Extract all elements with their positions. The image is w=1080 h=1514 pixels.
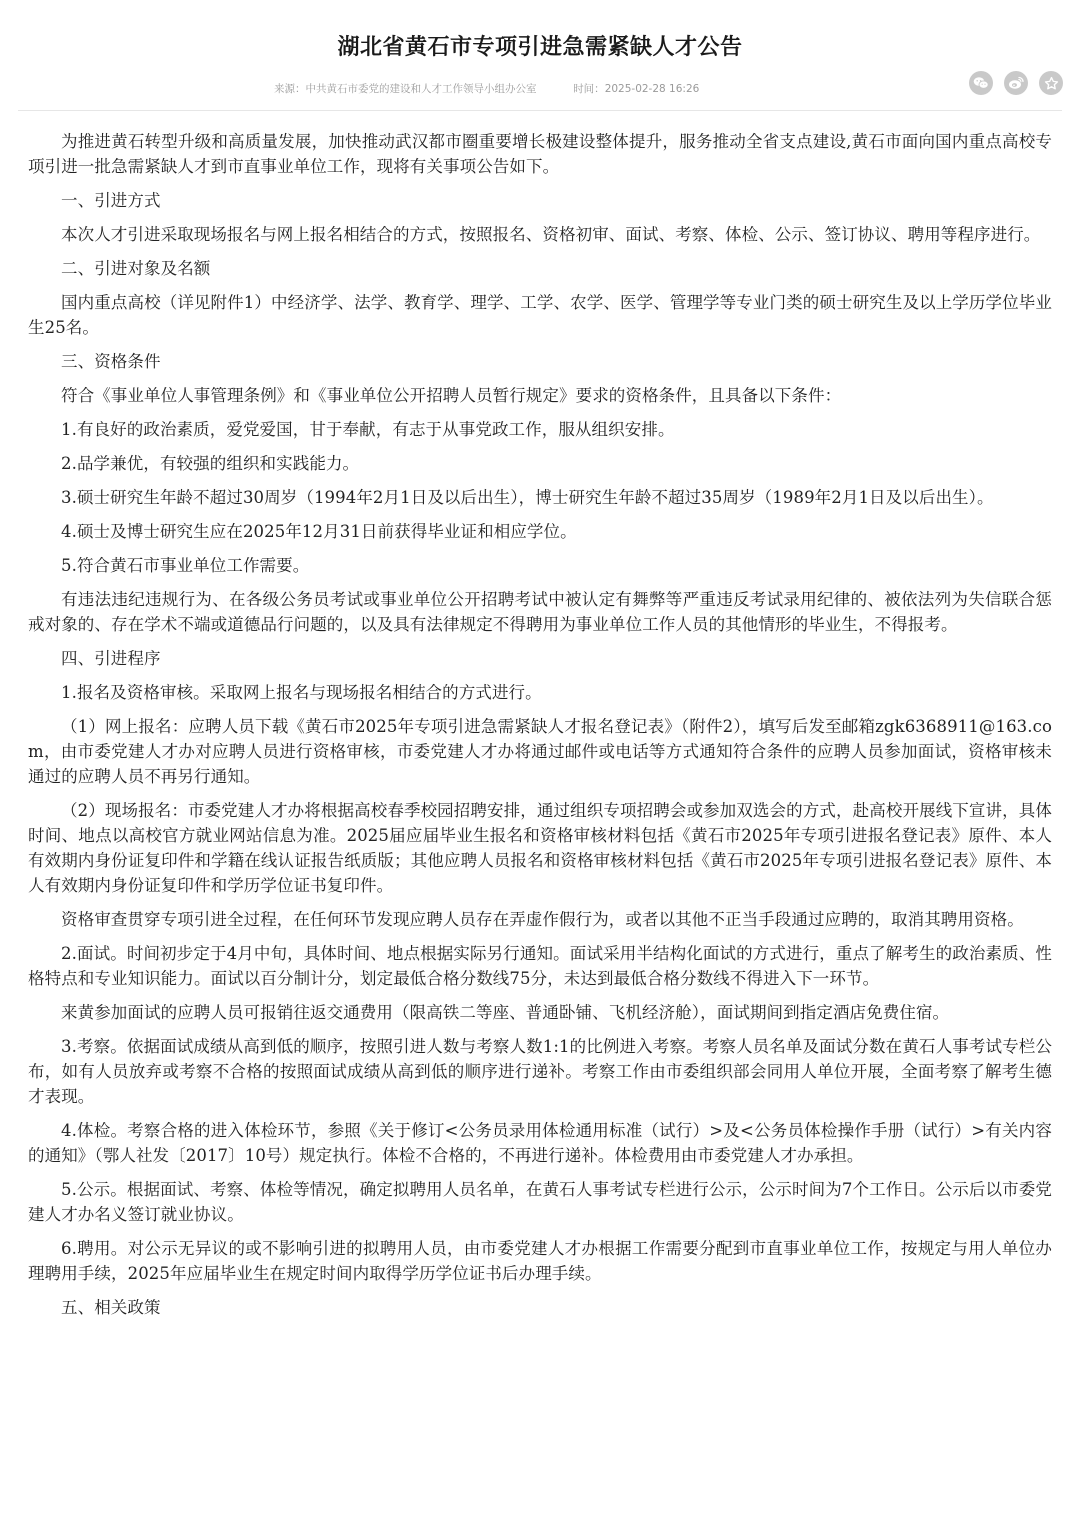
paragraph: 一、引进方式 bbox=[61, 191, 161, 210]
paragraph: （1）网上报名：应聘人员下载《黄石市2025年专项引进急需紧缺人才报名登记表》（附件2），填写后发至邮箱zgk6368911@163.com，由市委党建人才办对应聘人员进行资格审核，市委党建人才办将通过邮件或电话等方式通知符合条件的应聘人员参加面试，资格审核未通过的应聘人员不再另行通知。 bbox=[28, 717, 1052, 786]
article-meta bbox=[274, 81, 699, 96]
paragraph: 五、相关政策 bbox=[61, 1298, 161, 1317]
paragraph: 国内重点高校（详见附件1）中经济学、法学、教育学、理学、工学、农学、医学、管理学等专业门类的硕士研究生及以上学历学位毕业生25名。 bbox=[28, 293, 1052, 337]
paragraph: 资格审查贯穿专项引进全过程，在任何环节发现应聘人员存在弄虚作假行为，或者以其他不正当手段通过应聘的，取消其聘用资格。 bbox=[61, 910, 1024, 929]
paragraph: 5.公示。根据面试、考察、体检等情况，确定拟聘用人员名单，在黄石人事考试专栏进行公示，公示时间为7个工作日。公示后以市委党建人才办名义签订就业协议。 bbox=[28, 1180, 1052, 1224]
paragraph: 2.品学兼优，有较强的组织和实践能力。 bbox=[61, 454, 360, 473]
share-weibo-button[interactable] bbox=[1004, 71, 1028, 95]
paragraph: 来黄参加面试的应聘人员可报销往返交通费用（限高铁二等座、普通卧铺、飞机经济舱），面试期间到指定酒店免费住宿。 bbox=[61, 1003, 950, 1022]
favorite-button[interactable] bbox=[1039, 71, 1063, 95]
paragraph: 四、引进程序 bbox=[61, 649, 161, 668]
source-label: 来源： bbox=[274, 83, 306, 95]
paragraph: 4.体检。考察合格的进入体检环节，参照《关于修订<公务员录用体检通用标准（试行）>及<公务员体检操作手册（试行）>有关内容的通知》（鄂人社发〔2017〕10号）规定执行。体检不合格的，不再进行递补。体检费用由市委党建人才办承担。 bbox=[28, 1121, 1052, 1165]
paragraph: 三、资格条件 bbox=[61, 352, 161, 371]
header-divider bbox=[18, 110, 1062, 111]
paragraph: 2.面试。时间初步定于4月中旬，具体时间、地点根据实际另行通知。面试采用半结构化面试的方式进行，重点了解考生的政治素质、性格特点和专业知识能力。面试以百分制计分，划定最低合格分数线75分，未达到最低合格分数线不得进入下一环节。 bbox=[28, 944, 1052, 988]
paragraph: 二、引进对象及名额 bbox=[61, 259, 211, 278]
paragraph: 本次人才引进采取现场报名与网上报名相结合的方式，按照报名、资格初审、面试、考察、体检、公示、签订协议、聘用等程序进行。 bbox=[61, 225, 1041, 244]
time-label: 时间： bbox=[573, 83, 605, 95]
source-value: 中共黄石市委党的建设和人才工作领导小组办公室 bbox=[305, 83, 537, 95]
paragraph: 6.聘用。对公示无异议的或不影响引进的拟聘用人员，由市委党建人才办根据工作需要分配到市直事业单位工作，按规定与用人单位办理聘用手续，2025年应届毕业生在规定时间内取得学历学位证书后办理手续。 bbox=[28, 1239, 1052, 1283]
paragraph: 符合《事业单位人事管理条例》和《事业单位公开招聘人员暂行规定》要求的资格条件，且具备以下条件： bbox=[61, 386, 842, 405]
paragraph: 5.符合黄石市事业单位工作需要。 bbox=[61, 556, 310, 575]
star-icon bbox=[1044, 76, 1059, 91]
paragraph: 1.报名及资格审核。采取网上报名与现场报名相结合的方式进行。 bbox=[61, 683, 542, 702]
article-title: 湖北省黄石市专项引进急需紧缺人才公告 bbox=[337, 35, 743, 60]
weibo-icon bbox=[1008, 76, 1024, 90]
article-body bbox=[28, 129, 1052, 1329]
paragraph: 3.考察。依据面试成绩从高到低的顺序，按照引进人数与考察人数1:1的比例进入考察。考察人员名单及面试分数在黄石人事考试专栏公布，如有人员放弃或考察不合格的按照面试成绩从高到低的顺序进行递补。考察工作由市委组织部会同用人单位开展，全面考察了解考生德才表现。 bbox=[28, 1037, 1052, 1106]
paragraph: 4.硕士及博士研究生应在2025年12月31日前获得毕业证和相应学位。 bbox=[61, 522, 577, 541]
paragraph: 3.硕士研究生年龄不超过30周岁（1994年2月1日及以后出生），博士研究生年龄不超过35周岁（1989年2月1日及以后出生）。 bbox=[61, 488, 994, 507]
wechat-icon bbox=[973, 76, 989, 90]
paragraph: 1.有良好的政治素质，爱党爱国，甘于奉献，有志于从事党政工作，服从组织安排。 bbox=[61, 420, 675, 439]
paragraph: 为推进黄石转型升级和高质量发展，加快推动武汉都市圈重要增长极建设整体提升，服务推动全省支点建设,黄石市面向国内重点高校专项引进一批急需紧缺人才到市直事业单位工作，现将有关事项公告如下。 bbox=[28, 132, 1052, 176]
paragraph: 有违法违纪违规行为、在各级公务员考试或事业单位公开招聘考试中被认定有舞弊等严重违反考试录用纪律的、被依法列为失信联合惩戒对象的、存在学术不端或道德品行问题的，以及具有法律规定不得聘用为事业单位工作人员的其他情形的毕业生，不得报考。 bbox=[28, 590, 1052, 634]
share-bar bbox=[969, 71, 1063, 95]
time-value: 2025-02-28 16:26 bbox=[604, 83, 700, 95]
paragraph: （2）现场报名：市委党建人才办将根据高校春季校园招聘安排，通过组织专项招聘会或参加双选会的方式，赴高校开展线下宣讲，具体时间、地点以高校官方就业网站信息为准。2025届应届毕业生报名和资格审核材料包括《黄石市2025年专项引进报名登记表》原件、本人有效期内身份证复印件和学籍在线认证报告纸质版；其他应聘人员报名和资格审核材料包括《黄石市2025年专项引进报名登记表》原件、本人有效期内身份证复印件和学历学位证书复印件。 bbox=[28, 801, 1052, 895]
share-wechat-button[interactable] bbox=[969, 71, 993, 95]
